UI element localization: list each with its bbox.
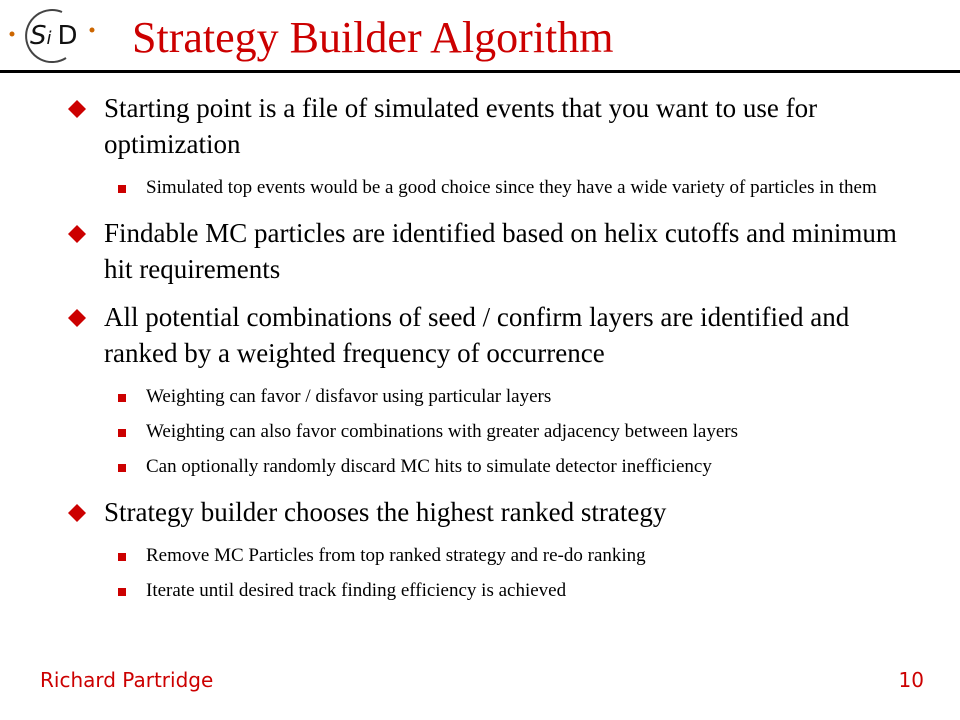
page-number: 10 <box>898 668 924 692</box>
bullet-1-sub-1 <box>68 174 918 201</box>
bullet-2 <box>68 215 918 287</box>
sid-logo <box>6 4 102 66</box>
diamond-bullet-icon <box>68 309 86 327</box>
bullet-4-sub-1-text: Remove MC Particles from top ranked strategy and re-do ranking <box>146 545 646 566</box>
bullet-1 <box>68 90 918 162</box>
bullet-4-sub-2 <box>68 577 918 604</box>
square-bullet-icon <box>118 394 126 402</box>
logo-text: Si D <box>30 21 78 51</box>
bullet-2-text: Findable MC particles are identified based on helix cutoffs and minimum hit requirements <box>104 218 897 284</box>
diamond-bullet-icon <box>68 504 86 522</box>
bullet-4-sub-2-text: Iterate until desired track finding efficiency is achieved <box>146 580 567 601</box>
square-bullet-icon <box>118 588 126 596</box>
logo-dot-left <box>10 32 15 37</box>
bullet-3-sub-1 <box>68 383 918 410</box>
bullet-4-sub-1 <box>68 542 918 569</box>
square-bullet-icon <box>118 553 126 561</box>
bullet-3-sub-3 <box>68 453 918 480</box>
diamond-bullet-icon <box>68 225 86 243</box>
bullet-4 <box>68 494 918 530</box>
bullet-3-sub-3-text: Can optionally randomly discard MC hits to simulate detector inefficiency <box>146 456 712 477</box>
bullet-3-sub-1-text: Weighting can favor / disfavor using particular layers <box>146 386 552 407</box>
slide-content <box>68 90 918 612</box>
logo-dot-right <box>90 28 95 33</box>
bullet-3-text: All potential combinations of seed / confirm layers are identified and ranked by a weighted frequency of occurrence <box>104 302 850 368</box>
title-divider <box>0 70 960 73</box>
bullet-3-sub-2 <box>68 418 918 445</box>
slide-title: Strategy Builder Algorithm <box>132 13 614 62</box>
bullet-4-text: Strategy builder chooses the highest ranked strategy <box>104 497 667 527</box>
bullet-1-text: Starting point is a file of simulated events that you want to use for optimization <box>104 93 818 159</box>
square-bullet-icon <box>118 464 126 472</box>
bullet-3-sub-2-text: Weighting can also favor combinations with greater adjacency between layers <box>146 421 738 442</box>
bullet-3 <box>68 299 918 371</box>
bullet-1-sub-1-text: Simulated top events would be a good choice since they have a wide variety of particles in them <box>146 177 877 198</box>
footer-author: Richard Partridge <box>40 668 214 692</box>
square-bullet-icon <box>118 185 126 193</box>
diamond-bullet-icon <box>68 100 86 118</box>
square-bullet-icon <box>118 429 126 437</box>
